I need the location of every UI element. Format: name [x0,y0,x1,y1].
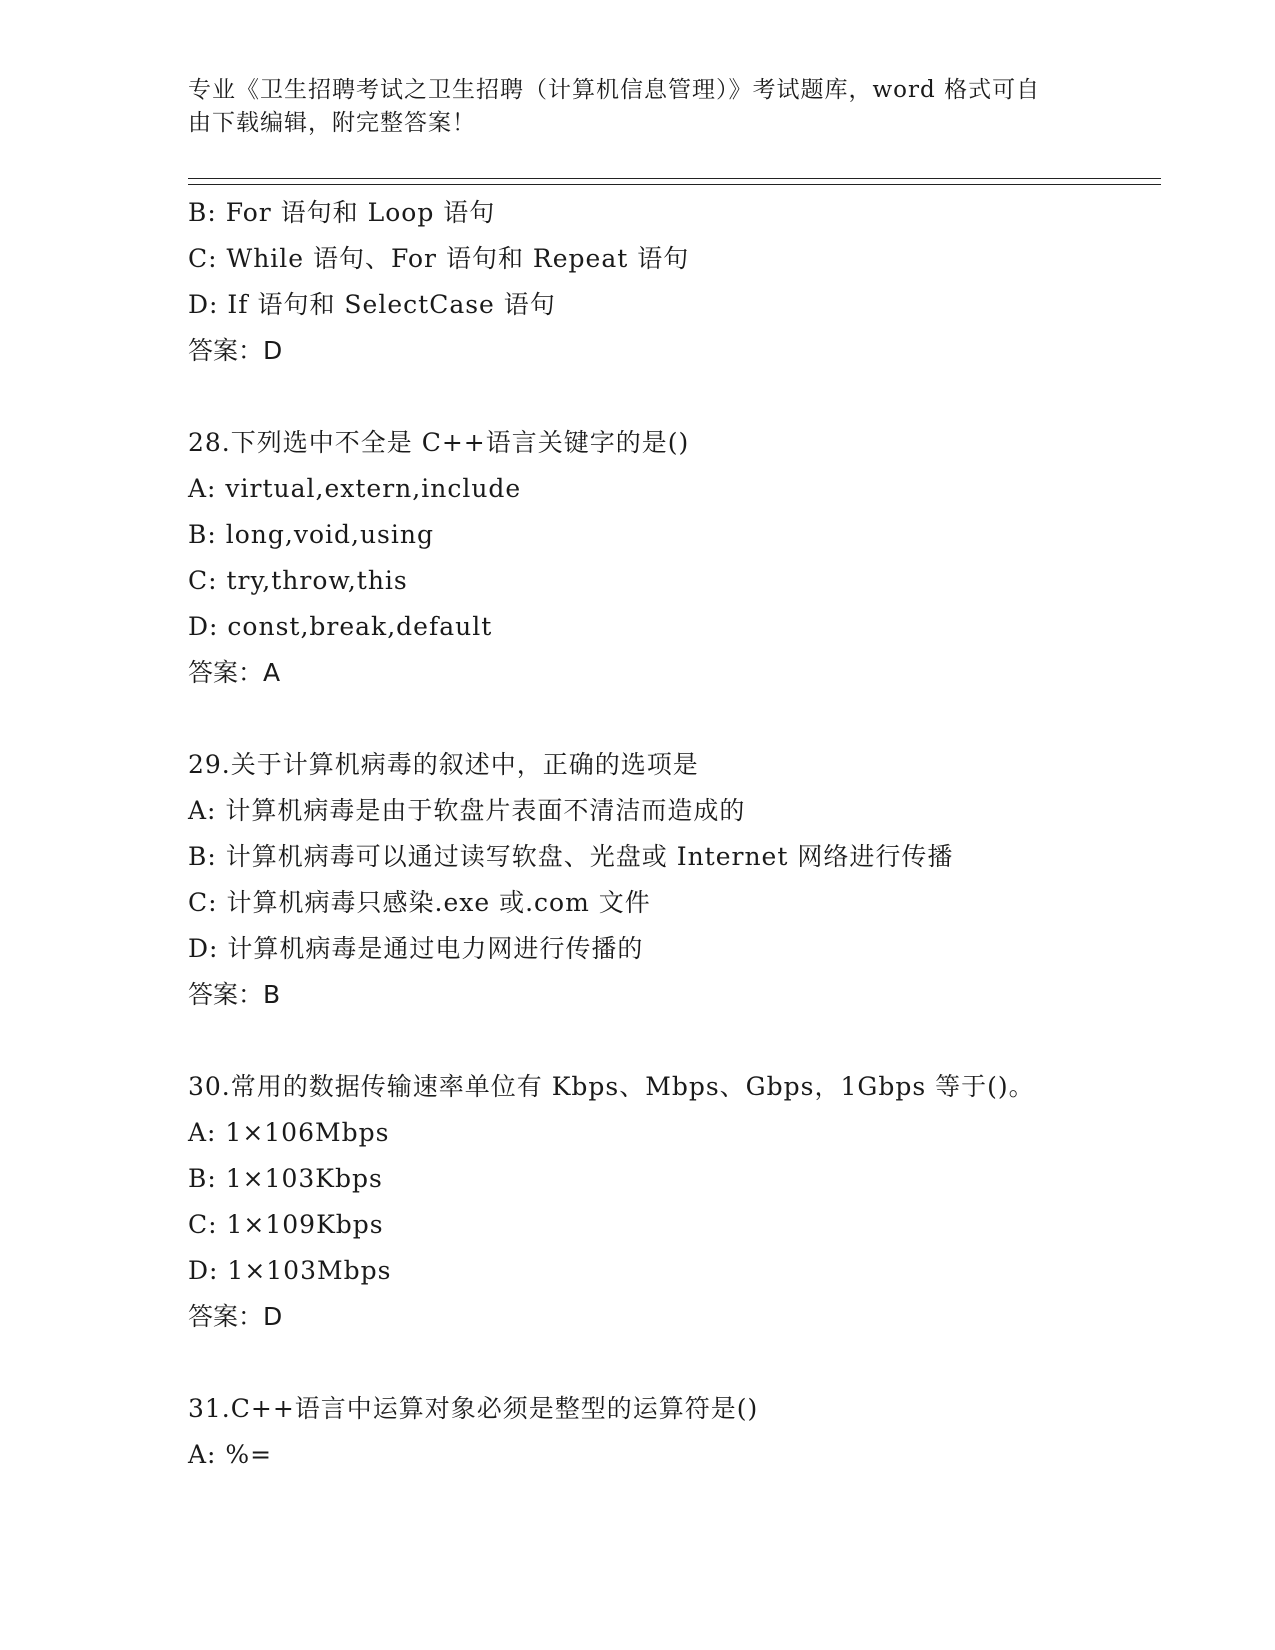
question-30 [188,1064,1168,1340]
spacer [188,696,1168,742]
option-c: C: While 语句、For 语句和 Repeat 语句 [188,244,690,273]
question-stem: 28.下列选中不全是 C++语言关键字的是() [188,428,690,457]
document-body [188,190,1168,1478]
answer-line: 答案：A [188,658,281,687]
answer-line: 答案：D [188,336,283,365]
question-carryover [188,190,1168,374]
option-a: A: virtual,extern,include [188,474,522,503]
question-28 [188,420,1168,696]
header-line-1: 专业《卫生招聘考试之卫生招聘（计算机信息管理）》考试题库，word 格式可自 [188,77,1041,103]
option-b: B: long,void,using [188,520,434,549]
header-divider [188,178,1161,185]
question-stem: 30.常用的数据传输速率单位有 Kbps、Mbps、Gbps，1Gbps 等于()。 [188,1072,1035,1101]
option-a: A: %= [188,1440,273,1469]
option-c: C: 计算机病毒只感染.exe 或.com 文件 [188,888,651,917]
option-c: C: 1×109Kbps [188,1210,384,1239]
option-d: D: 1×103Mbps [188,1256,392,1285]
document-header [188,74,1088,140]
option-c: C: try,throw,this [188,566,408,595]
question-stem: 31.C++语言中运算对象必须是整型的运算符是() [188,1394,759,1423]
option-a: A: 1×106Mbps [188,1118,390,1147]
option-d: D: 计算机病毒是通过电力网进行传播的 [188,934,644,963]
option-b: B: 1×103Kbps [188,1164,383,1193]
spacer [188,374,1168,420]
option-a: A: 计算机病毒是由于软盘片表面不清洁而造成的 [188,796,746,825]
option-b: B: 计算机病毒可以通过读写软盘、光盘或 Internet 网络进行传播 [188,842,954,871]
spacer [188,1340,1168,1386]
answer-line: 答案：B [188,980,281,1009]
option-d: D: If 语句和 SelectCase 语句 [188,290,556,319]
answer-line: 答案：D [188,1302,283,1331]
spacer [188,1018,1168,1064]
option-d: D: const,break,default [188,612,493,641]
question-stem: 29.关于计算机病毒的叙述中，正确的选项是 [188,750,699,779]
question-29 [188,742,1168,1018]
header-line-2: 由下载编辑，附完整答案！ [188,110,476,136]
question-31 [188,1386,1168,1478]
option-b: B: For 语句和 Loop 语句 [188,198,496,227]
